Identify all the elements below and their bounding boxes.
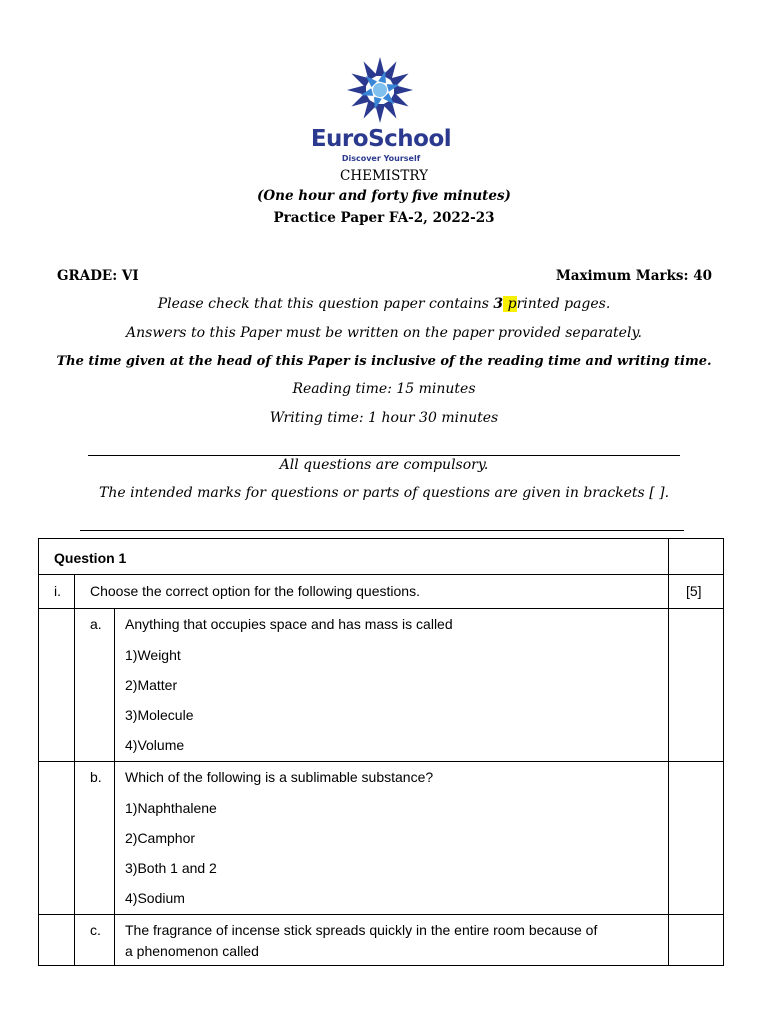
max-marks-label: Maximum Marks: 40 [555,268,712,284]
school-logo [300,56,460,168]
logo-wordmark: EuroSchool [310,126,452,152]
option: 3)Both 1 and 2 [125,860,217,876]
option: 2)Camphor [125,830,196,846]
part-instruction: Choose the correct option for the following questions. [90,583,420,599]
paper-title: Practice Paper FA-2, 2022-23 [273,210,495,226]
pages-instruction-text: Please check that this question paper contains [157,296,494,312]
table-border [38,761,724,762]
option: 4)Volume [125,737,185,753]
duration-text: (One hour and forty five minutes) [257,188,511,204]
table-border [38,538,724,539]
table-border [74,608,75,966]
item-question: Which of the following is a sublimable substance? [125,769,434,785]
question-table [38,538,724,966]
table-border [723,538,724,966]
marks-note: The intended marks for questions or parts of questions are given in brackets [ ]. [98,485,670,501]
table-border [38,574,724,575]
option: 4)Sodium [125,890,185,906]
option: 3)Molecule [125,707,194,723]
table-border [38,608,724,609]
answers-instruction: Answers to this Paper must be written on the paper provided separately. [126,325,642,341]
time-note: The time given at the head of this Paper is inclusive of the reading time and writing time. [56,354,712,369]
item-label: b. [90,769,102,785]
part-marks: [5] [686,583,702,599]
table-border [668,538,669,966]
table-border [38,914,724,915]
item-label: a. [90,616,102,632]
option: 1)Weight [125,647,181,663]
option: 2)Matter [125,677,178,693]
grade-label: GRADE: VI [57,268,139,284]
pages-count: 3 [493,296,504,312]
reading-time: Reading time: 15 minutes [292,381,476,397]
logo-tagline: Discover Yourself [341,154,421,163]
highlight-mark: p [503,296,517,312]
option: 1)Naphthalene [125,800,217,816]
part-number: i. [54,583,61,599]
star-emblem-icon [344,56,416,124]
subject-title: CHEMISTRY [339,168,429,184]
item-question: Anything that occupies space and has mass is called [125,616,453,632]
item-label: c. [90,922,101,938]
table-border [38,538,39,966]
item-question-continued: a phenomenon called [125,943,259,959]
table-border [114,608,115,966]
item-question: The fragrance of incense stick spreads quickly in the entire room because of [125,922,598,938]
divider [88,455,680,456]
pages-instruction-end: rinted pages. [516,296,611,312]
divider [80,530,684,531]
table-border [74,574,75,608]
compulsory-note: All questions are compulsory. [279,457,489,473]
question-title: Question 1 [54,550,127,566]
writing-time: Writing time: 1 hour 30 minutes [269,410,499,426]
table-border [38,965,724,966]
pages-instruction [0,296,768,312]
